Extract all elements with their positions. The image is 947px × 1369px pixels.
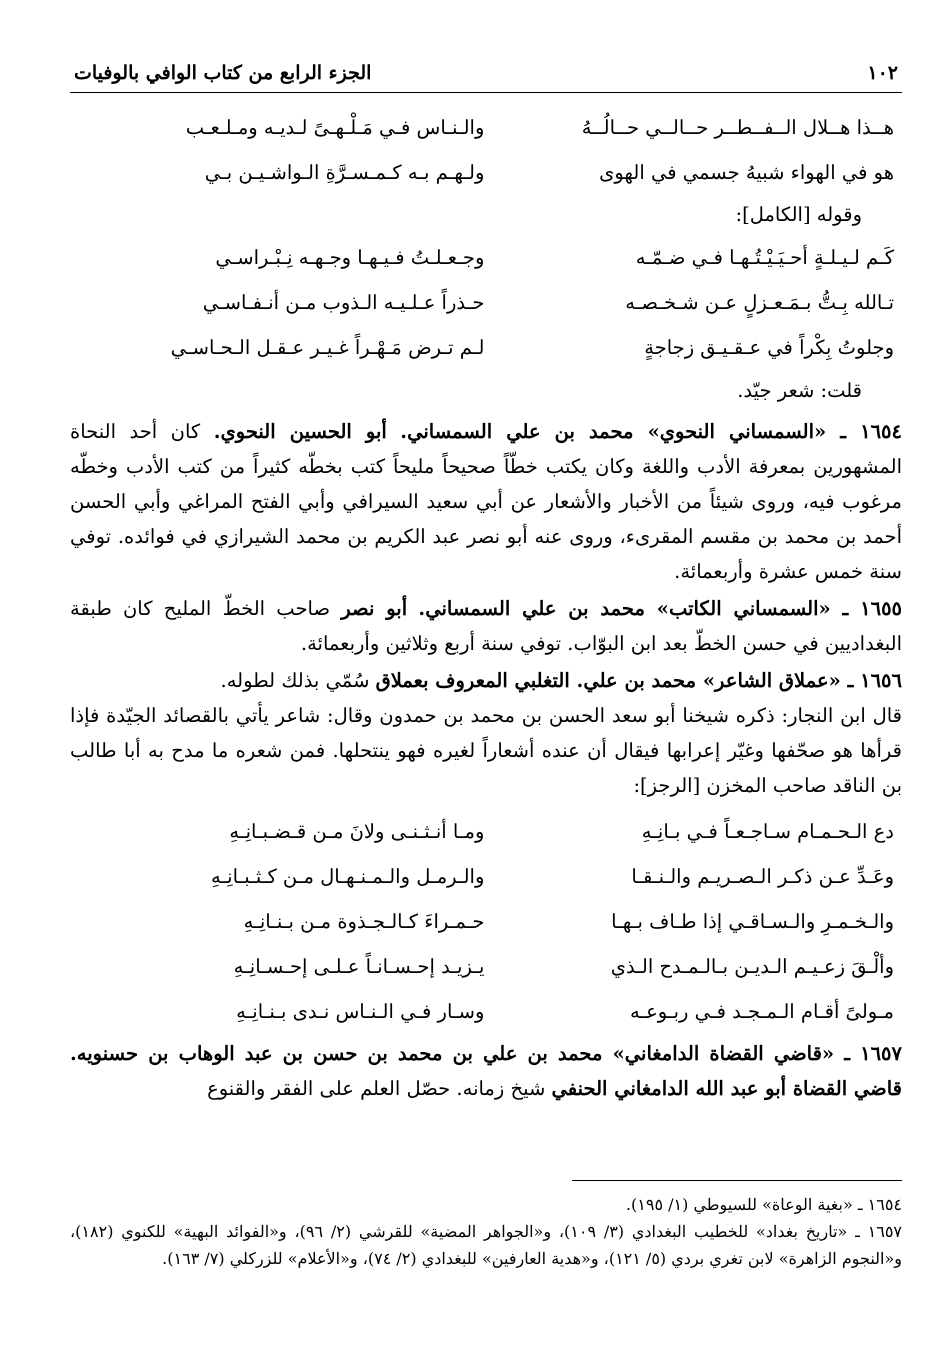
verse-second-hemistich: ومـا أنـثـنـى ولانَ مـن قـضـبـانِـهِ xyxy=(229,820,485,843)
verse-second-hemistich: وجـعـلـتُ فـيـهـا وجـهـه نِـبْـراسـي xyxy=(215,246,485,269)
entry-1656 xyxy=(70,663,902,803)
verse-line xyxy=(70,854,902,899)
entry-heading: ١٦٥٤ ـ «السمساني النحوي» محمد بن علي السمساني. xyxy=(400,420,902,443)
verse-first-hemistich: كَـم لـيـلـةٍ أحـيَـيْـتُـهـا فـي ضـمّـه xyxy=(635,246,894,269)
verse-first-hemistich: وجلوتُ بِكْراً في عـقـيـق زجاجةٍ xyxy=(644,336,894,359)
verse-line xyxy=(70,280,902,325)
verse-line xyxy=(70,325,902,370)
footnote-divider xyxy=(572,1180,902,1181)
verse-first-hemistich: هو في الهواء شبيهُ جسمي في الهوى xyxy=(599,161,894,184)
page-number: ١٠٢ xyxy=(867,62,898,84)
entry-1655 xyxy=(70,591,902,661)
verse-second-hemistich: يـزيـد إحـسـانـاً عـلـى إحـسـانِـهِ xyxy=(233,955,485,978)
verse-line xyxy=(70,989,902,1034)
verse-first-hemistich: والـخـمـرِ والـسـاقـي إذا طـاف بـهـا xyxy=(611,910,894,933)
running-header xyxy=(70,58,902,93)
verse-first-hemistich: تـالله بِـتُّ بـمَـعـزلٍ عـن شـخـصـه xyxy=(625,291,894,314)
verse-second-hemistich: والـنـاس فـي مَـلْـهـىً لـديـه ومـلـعـب xyxy=(185,116,485,139)
entry-heading: ١٦٥٥ ـ «السمساني الكاتب» محمد بن علي السمساني. xyxy=(418,597,903,620)
verse-second-hemistich: حـذراً عـلـيـه الـذوب مـن أنـفـاسـي xyxy=(202,291,485,314)
poem-block-2 xyxy=(70,235,902,370)
verse-line xyxy=(70,150,902,195)
verse-second-hemistich: وسـار فـي الـنـاس نـدى بـنـانِـهِ xyxy=(236,1000,485,1023)
verse-first-hemistich: وعَـدِّ عـن ذكـر الـصـريـم والـنـقـا xyxy=(631,865,894,888)
entry-text: صاحب الخطّ المليح كان طبقة البغداديين في حسن الخطّ بعد ابن البوّاب. توفي سنة أربع وثلاثين وأربعمائة. xyxy=(70,597,902,655)
verse-first-hemistich: وألْـقَ زعـيـم الـديـن بـالـمـدح الـذي xyxy=(610,955,894,978)
verse-line xyxy=(70,105,902,150)
verse-line xyxy=(70,899,902,944)
entry-heading: ١٦٥٧ ـ «قاضي القضاة الدامغاني» محمد بن علي بن محمد بن حسن بن عبد الوهاب بن حسنويه. قاضي القضاة أبو عبد الله الدامغاني الحنفي xyxy=(70,1042,902,1100)
verse-first-hemistich: هــذا هــلال الــفــطــر حــالــي حــالُــهُ xyxy=(581,116,894,139)
footnote-rule-wrap xyxy=(70,1180,902,1191)
entry-text: شيخ زمانه. حصّل العلم على الفقر والقنوع xyxy=(207,1077,546,1100)
poem-block-1 xyxy=(70,105,902,195)
running-title: الجزء الرابع من كتاب الوافي بالوفيات xyxy=(74,62,372,84)
entry-1657 xyxy=(70,1036,902,1106)
verse-first-hemistich: مـولىً أقـام الـمـجـد فـي ربـوعـه xyxy=(629,1000,894,1023)
footnote-list xyxy=(70,1191,902,1272)
verse-second-hemistich: لـم تـرض مَـهْـراً غـيـر عـقـل الـحـاسـي xyxy=(170,336,485,359)
author-note: قلت: شعر جيّد. xyxy=(737,379,862,402)
verse-second-hemistich: والـرمـل والـمـنـهـال مـن كـثـبـانِـهِ xyxy=(211,865,485,888)
entry-text: قال ابن النجار: ذكره شيخنا أبو سعد الحسن بن محمد بن حمدون وقال: شاعر يأتي بالقصائد الجيّدة فإذا قرأها هو صحّفها وغيّر إعرابها فيقال أن عنده أشعاراً لغيره فهو ينتحلها. فمن شعره ما مدح به أبا طالب بن الناقد صاحب المخزن [الرجز]: xyxy=(70,704,902,797)
entry-kunya: أبو نصر xyxy=(341,597,408,620)
entry-kunya: أبو الحسين النحوي. xyxy=(213,420,387,443)
verse-first-hemistich: دع الـحـمـام سـاجـعـاً فـي بـانِـهِ xyxy=(641,820,894,843)
entry-1654 xyxy=(70,414,902,589)
verse-line xyxy=(70,809,902,854)
verse-line xyxy=(70,944,902,989)
poem-intro-kamil: وقوله [الكامل]: xyxy=(735,203,862,226)
verse-line xyxy=(70,235,902,280)
main-text xyxy=(70,105,902,1106)
verse-second-hemistich: حـمـراءَ كـالـجـذوة مـن بـنـانِـهِ xyxy=(243,910,485,933)
verse-second-hemistich: ولـهـم بـه كـمـسـرَّةِ الـواشـيـن بـي xyxy=(204,161,485,184)
entry-text: كان أحد النحاة المشهورين بمعرفة الأدب واللغة وكان يكتب خطّاً صحيحاً مليحاً كتب بخطّه كثيراً من كتب الأدب وخطّه مرغوب فيه، وروى شيئاً من الأخبار والأشعار عن أبي سعيد السيرافي وأبي الفتح المراغي وأبي الحسن أحمد بن محمد بن مقسم المقرىء، وروى عنه أبو نصر عبد الكريم بن محمد الشيرازي في فوائده. توفي سنة خمس عشرة وأربعمائة. xyxy=(70,420,902,583)
footnotes xyxy=(70,1180,902,1272)
entry-paragraph xyxy=(70,698,902,803)
entry-paragraph xyxy=(70,591,902,661)
page xyxy=(70,58,902,1106)
entry-heading: ١٦٥٦ ـ «عملاق الشاعر» محمد بن علي. التغلبي المعروف بعملاق xyxy=(375,669,902,692)
footnote: ١٦٥٤ ـ «بغية الوعاة» للسيوطي (١/ ١٩٥). xyxy=(625,1195,902,1214)
footnote: ١٦٥٧ ـ «تاريخ بغداد» للخطيب البغدادي (٣/ ١٠٩)، و«الجواهر المضية» للقرشي (٢/ ٩٦)، و«الفوائد البهية» للكنوي (١٨٢)، و«النجوم الزاهرة» لابن تغري بردي (٥/ ١٢١)، و«هدية العارفين» للبغدادي (٢/ ٧٤)، و«الأعلام» للزركلي (٧/ ١٦٣). xyxy=(70,1222,902,1268)
entry-paragraph xyxy=(70,663,902,698)
entry-paragraph xyxy=(70,414,902,589)
entry-paragraph xyxy=(70,1036,902,1106)
entry-text-after-heading: سُمّي بذلك لطوله. xyxy=(220,669,370,692)
poem-block-3 xyxy=(70,809,902,1034)
